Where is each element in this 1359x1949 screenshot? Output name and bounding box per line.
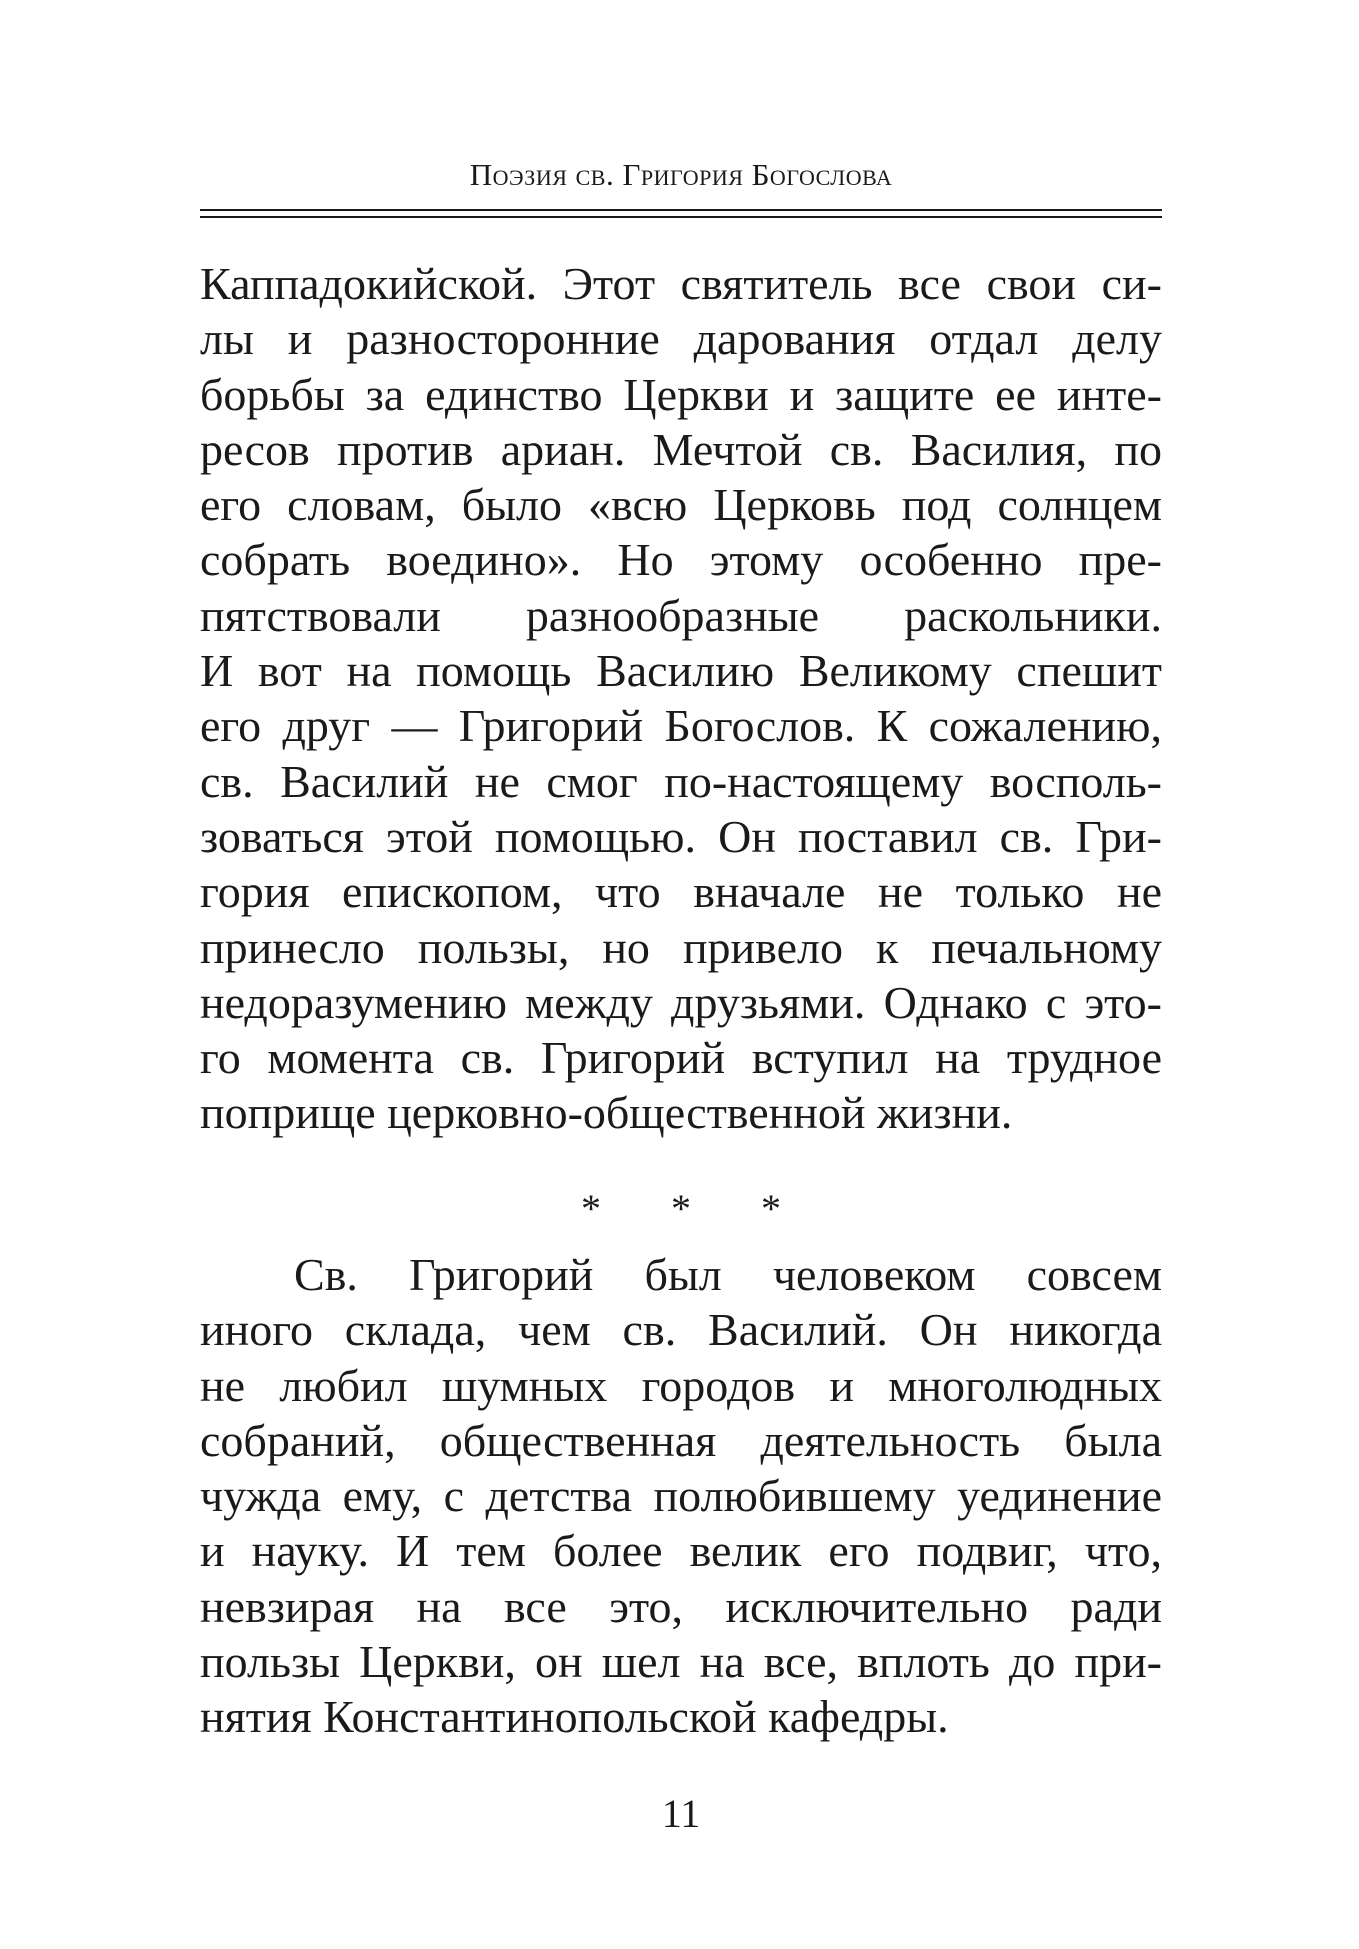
- running-head-title: Поэзия св. Григория Богослова: [469, 157, 893, 192]
- header-rule-bottom: [200, 216, 1162, 218]
- text-line: го момента св. Григорий вступил на трудное: [200, 1032, 1162, 1084]
- text-line: лы и разносторонние дарования отдал делу: [200, 313, 1162, 365]
- text-line: Св. Григорий был человеком совсем: [294, 1249, 1162, 1300]
- text-line: иного склада, чем св. Василий. Он никогда: [200, 1304, 1162, 1356]
- text-line: пользы Церкви, он шел на все, вплоть до при-: [200, 1636, 1162, 1688]
- text-line: нятия Константинопольской кафедры.: [200, 1691, 949, 1743]
- section-separator: * * *: [581, 1186, 811, 1231]
- text-line: собраний, общественная деятельность была: [200, 1414, 1162, 1466]
- text-line: и науку. И тем более велик его подвиг, что,: [200, 1525, 1162, 1577]
- text-line: его словам, было «всю Церковь под солнцем: [200, 479, 1162, 531]
- text-line: невзирая на все это, исключительно ради: [200, 1580, 1162, 1632]
- page-number: 11: [661, 1791, 701, 1836]
- paragraph-2: [200, 1247, 1162, 1745]
- text-line: ресов против ариан. Мечтой св. Василия, по: [200, 423, 1162, 475]
- text-line: не любил шумных городов и многолюдных: [200, 1359, 1162, 1411]
- text-line: Каппадокийской. Этот святитель все свои си-: [200, 258, 1162, 309]
- text-line: И вот на помощь Василию Великому спешит: [200, 645, 1162, 697]
- text-line: чужда ему, с детства полюбившему уединение: [200, 1470, 1162, 1522]
- header-rule-top: [200, 209, 1162, 211]
- text-line: зоваться этой помощью. Он поставил св. Гри-: [200, 810, 1162, 862]
- text-line: св. Василий не смог по-настоящему восполь-: [200, 755, 1162, 807]
- paragraph-1: [200, 256, 1162, 1141]
- text-line: борьбы за единство Церкви и защите ее инте-: [200, 368, 1162, 420]
- text-line: принесло пользы, но привело к печальному: [200, 921, 1162, 973]
- text-line: пятствовали разнообразные раскольники.: [200, 589, 1162, 641]
- text-line: его друг — Григорий Богослов. К сожалению,: [200, 700, 1162, 752]
- text-line: недоразумению между друзьями. Однако с это-: [200, 976, 1162, 1028]
- text-line: собрать воедино». Но этому особенно пре-: [200, 534, 1162, 586]
- text-line: поприще церковно-общественной жизни.: [200, 1087, 1013, 1139]
- text-line: гория епископом, что вначале не только не: [200, 866, 1162, 918]
